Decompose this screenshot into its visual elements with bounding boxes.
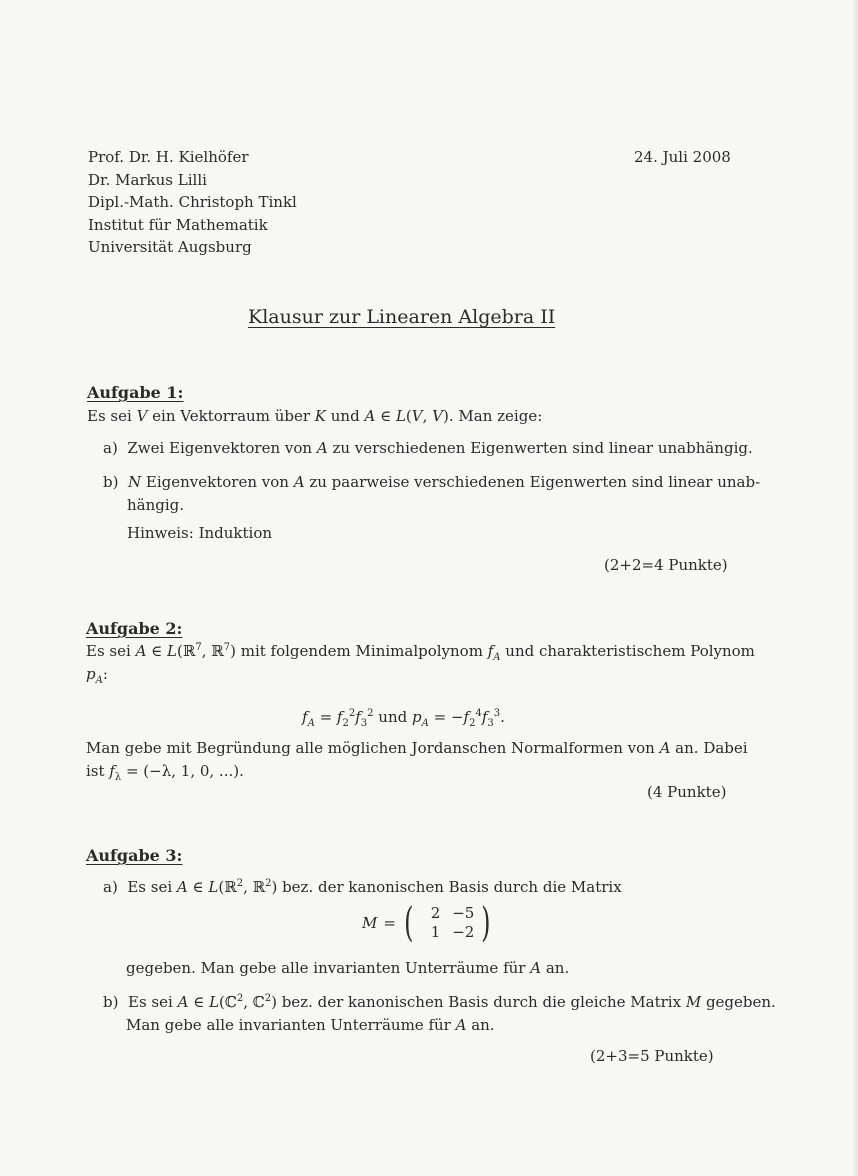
matrix-m (416, 904, 478, 942)
task2-formula: $f_A = f_2^2f_3^2$ und $p_A = -f_2^4f_3^3$. (302, 708, 505, 729)
task3-heading: Aufgabe 3: (86, 846, 183, 865)
task1-points: (2+2=4 Punkte) (604, 556, 728, 574)
task1-part-b-cont: hängig. (127, 496, 185, 514)
task1-part-a: a) Zwei Eigenvektoren von A zu verschiedenen Eigenwerten sind linear unabhängig. (103, 439, 753, 457)
author-line: Dipl.-Math. Christoph Tinkl (88, 193, 297, 211)
matrix-cell: 2 (430, 904, 441, 922)
task1-heading: Aufgabe 1: (87, 383, 184, 402)
page-edge-shadow (852, 0, 858, 1176)
task3-points: (2+3=5 Punkte) (590, 1047, 714, 1065)
task2-points: (4 Punkte) (647, 783, 727, 801)
author-line: Universität Augsburg (88, 238, 252, 256)
author-line: Prof. Dr. H. Kielhöfer (88, 148, 249, 166)
task2-heading: Aufgabe 2: (86, 619, 183, 638)
task1-part-b: b) N Eigenvektoren von A zu paarweise verschiedenen Eigenwerten sind linear unab- (103, 473, 761, 491)
task2-line4: ist $f_\lambda = (-\lambda$, 1, 0, ...). (86, 762, 244, 783)
task3-part-a: a) Es sei A ∈ L(ℝ$^2$, ℝ$^2$) bez. der kanonischen Basis durch die Matrix (103, 878, 622, 896)
task3-part-b-cont: Man gebe alle invarianten Unterräume für A an. (126, 1016, 495, 1034)
task2-line1: Es sei A ∈ L(ℝ$^7$, ℝ$^7$) mit folgendem Minimalpolynom $f_A$ und charakteristischem Polynom (86, 642, 755, 663)
authors-block (88, 146, 297, 259)
task1-intro: Es sei V ein Vektorraum über K und A ∈ L(V, V). Man zeige: (87, 407, 543, 425)
task2-line2: $p_A$: (86, 665, 108, 686)
exam-date: 24. Juli 2008 (634, 148, 731, 166)
matrix-cell: −5 (452, 904, 475, 922)
task1-hint: Hinweis: Induktion (127, 524, 273, 542)
author-line: Dr. Markus Lilli (88, 170, 207, 189)
author-line: Institut für Mathematik (88, 215, 268, 234)
task3-part-b: b) Es sei A ∈ L(ℂ$^2$, ℂ$^2$) bez. der kanonischen Basis durch die gleiche Matrix M gegeben. (103, 993, 776, 1011)
task2-line3: Man gebe mit Begründung alle möglichen Jordanschen Normalformen von A an. Dabei (86, 739, 748, 757)
task3-part-a-cont: gegeben. Man gebe alle invarianten Unterräume für A an. (126, 959, 570, 977)
page-title: Klausur zur Linearen Algebra II (248, 306, 556, 328)
matrix-cell: −2 (452, 923, 475, 941)
matrix-equation: M = ( 2 −5 1 −2 ) (362, 900, 491, 946)
matrix-cell: 1 (430, 923, 441, 941)
